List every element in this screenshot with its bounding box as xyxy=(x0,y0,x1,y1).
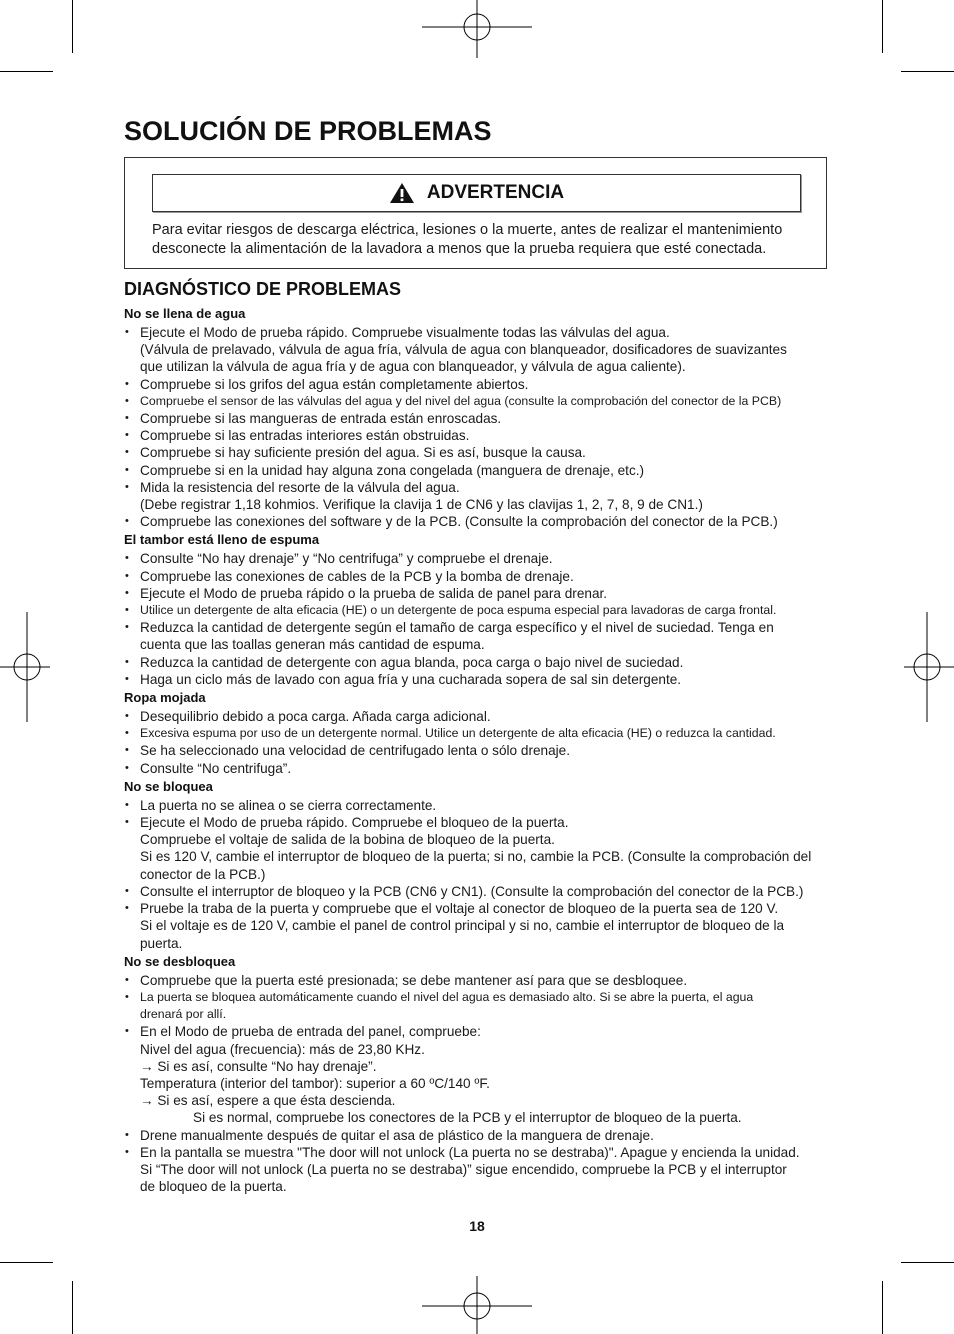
checklist-item xyxy=(124,479,834,513)
checklist-item xyxy=(124,900,834,952)
crop-mark xyxy=(882,0,883,53)
checklist-line: • Reduzca la cantidad de detergente según el tamaño de carga específico y el nivel de suciedad. Tenga en xyxy=(140,620,774,636)
checklist-line: Temperatura (interior del tambor): superior a 60 ºC/140 ºF. xyxy=(140,1075,490,1091)
checklist-item xyxy=(124,671,834,688)
checklist-item xyxy=(124,410,834,427)
checklist-line: • Se ha seleccionado una velocidad de centrifugado lenta o sólo drenaje. xyxy=(140,743,571,759)
section-title: DIAGNÓSTICO DE PROBLEMAS xyxy=(124,279,402,299)
problem-heading: Ropa mojada xyxy=(124,690,206,706)
checklist-item xyxy=(124,742,834,759)
warning-title: ADVERTENCIA xyxy=(426,182,565,203)
checklist-item xyxy=(124,1023,834,1126)
crop-mark xyxy=(901,1262,954,1263)
checklist-line: • Compruebe las conexiones del software y de la PCB. (Consulte la comprobación del conector de la PCB.) xyxy=(140,514,778,530)
problem-heading: No se llena de agua xyxy=(124,306,246,321)
checklist-line: Nivel del agua (frecuencia): más de 23,80 KHz. xyxy=(140,1041,425,1057)
checklist-line: Si es 120 V, cambie el interruptor de bloqueo de la puerta; si no, cambie la PCB. (Consulte la comprobación del xyxy=(140,849,812,865)
crop-mark xyxy=(0,71,53,72)
checklist-line: • En la pantalla se muestra "The door will not unlock (La puerta no se destraba)". Apague y encienda la unidad. xyxy=(140,1144,800,1160)
checklist-item xyxy=(124,760,834,777)
checklist-line: (Válvula de prelavado, válvula de agua fría, válvula de agua con blanqueador, dosificadores de suavizantes xyxy=(140,342,787,358)
crop-mark xyxy=(901,71,954,72)
checklist-item xyxy=(124,568,834,585)
checklist-item xyxy=(124,883,834,900)
crop-mark xyxy=(0,1262,53,1263)
checklist-item xyxy=(124,814,834,883)
checklist-line: • Compruebe si en la unidad hay alguna zona congelada (manguera de drenaje, etc.) xyxy=(140,462,645,478)
checklist-item xyxy=(124,989,834,1023)
checklist-item xyxy=(124,602,834,619)
checklist-line: de bloqueo de la puerta. xyxy=(140,1179,287,1195)
checklist-line: • Compruebe que la puerta esté presionada; se debe mantener así para que se desbloquee. xyxy=(140,972,688,988)
checklist-item xyxy=(124,972,834,989)
checklist-line: • Ejecute el Modo de prueba rápido o la prueba de salida de panel para drenar. xyxy=(140,585,608,601)
warning-line: Para evitar riesgos de descarga eléctrica, lesiones o la muerte, antes de realizar el mantenimiento xyxy=(152,222,783,238)
checklist-line: • Drene manualmente después de quitar el asa de plástico de la manguera de drenaje. xyxy=(140,1127,654,1143)
checklist-line: • Ejecute el Modo de prueba rápido. Compruebe el bloqueo de la puerta. xyxy=(140,815,569,831)
checklist-line: Si “The door will not unlock (La puerta no se destraba)” sigue encendido, compruebe la PCB y el interruptor xyxy=(140,1161,787,1177)
checklist-line: • Haga un ciclo más de lavado con agua fría y una cucharada sopera de sal sin detergente. xyxy=(140,671,682,687)
warning-line: desconecte la alimentación de la lavadora a menos que la prueba requiera que esté conectada. xyxy=(152,241,767,257)
checklist-item xyxy=(124,376,834,393)
checklist-line: conector de la PCB.) xyxy=(140,866,266,882)
problem-checklist xyxy=(124,550,834,688)
crop-mark xyxy=(882,1281,883,1334)
warning-box xyxy=(124,157,827,269)
warning-text xyxy=(152,221,812,259)
problem-checklist xyxy=(124,708,834,777)
checklist-item xyxy=(124,797,834,814)
problem-checklist xyxy=(124,324,834,530)
checklist-line: Si el voltaje es de 120 V, cambie el panel de control principal y si no, cambie el interruptor de bloqueo de la xyxy=(140,918,785,934)
page-number: 18 xyxy=(469,1218,485,1234)
crop-mark xyxy=(72,0,73,53)
checklist-line: • Desequilibrio debido a poca carga. Añada carga adicional. xyxy=(140,709,491,725)
checklist-line: Compruebe el voltaje de salida de la bobina de bloqueo de la puerta. xyxy=(140,832,555,848)
problem-heading: El tambor está lleno de espuma xyxy=(124,532,320,548)
problem-heading: No se desbloquea xyxy=(124,953,236,969)
checklist-item xyxy=(124,550,834,567)
checklist-line: • Compruebe el sensor de las válvulas del agua y del nivel del agua (consulte la comprobación del conector de la PCB) xyxy=(140,393,782,408)
checklist-line: • Mida la resistencia del resorte de la válvula del agua. xyxy=(140,479,460,495)
checklist-item xyxy=(124,393,834,410)
checklist-line: • Compruebe si los grifos del agua están completamente abiertos. xyxy=(140,376,529,392)
registration-mark-left xyxy=(0,612,50,722)
checklist-item xyxy=(124,427,834,444)
checklist-line: • Consulte el interruptor de bloqueo y la PCB (CN6 y CN1). (Consulte la comprobación del conector de la PCB.) xyxy=(140,883,804,899)
checklist-line: → Si es así, espere a que ésta descienda. xyxy=(140,1093,396,1109)
crop-mark xyxy=(72,1281,73,1334)
checklist-line: • Compruebe las conexiones de cables de la PCB y la bomba de drenaje. xyxy=(140,568,574,584)
checklist-line: • Pruebe la traba de la puerta y compruebe que el voltaje al conector de bloqueo de la puerta sea de 120 V. xyxy=(140,901,779,917)
checklist-line: • Reduzca la cantidad de detergente con agua blanda, poca carga o bajo nivel de suciedad. xyxy=(140,654,684,670)
checklist-line: Si es normal, compruebe los conectores de la PCB y el interruptor de bloqueo de la puerta. xyxy=(193,1110,742,1126)
page-title: SOLUCIÓN DE PROBLEMAS xyxy=(124,116,492,146)
checklist-line: • Utilice un detergente de alta eficacia (HE) o un detergente de poca espuma especial para lavadoras de carga frontal. xyxy=(140,603,777,618)
checklist-item xyxy=(124,654,834,671)
checklist-item xyxy=(124,708,834,725)
checklist-line: • Compruebe si hay suficiente presión del agua. Si es así, busque la causa. xyxy=(140,445,586,461)
registration-mark-right xyxy=(904,612,954,722)
checklist-line: • La puerta no se alinea o se cierra correctamente. xyxy=(140,797,437,813)
problem-checklist xyxy=(124,972,834,1196)
checklist-line: • Compruebe si las entradas interiores están obstruidas. xyxy=(140,428,470,444)
problem-heading: No se bloquea xyxy=(124,778,213,794)
checklist-item xyxy=(124,324,834,376)
troubleshooting-content xyxy=(124,304,834,1195)
checklist-item xyxy=(124,444,834,461)
registration-mark-bottom xyxy=(422,1276,532,1334)
checklist-line: • Consulte “No hay drenaje” y “No centrifuga” y compruebe el drenaje. xyxy=(140,551,553,567)
checklist-line: • La puerta se bloquea automáticamente cuando el nivel del agua es demasiado alto. Si se abre la puerta, el agua xyxy=(140,989,754,1004)
warning-triangle-icon xyxy=(389,182,415,204)
checklist-item xyxy=(124,462,834,479)
checklist-line: puerta. xyxy=(140,935,183,951)
checklist-line: • Excesiva espuma por uso de un detergente normal. Utilice un detergente de alta eficacia (HE) o reduzca la cantidad. xyxy=(140,726,776,741)
checklist-line: cuenta que las toallas generan más cantidad de espuma. xyxy=(140,637,485,653)
checklist-item xyxy=(124,585,834,602)
problem-checklist xyxy=(124,797,834,952)
checklist-item xyxy=(124,725,834,742)
checklist-item xyxy=(124,619,834,653)
checklist-line: • En el Modo de prueba de entrada del panel, compruebe: xyxy=(140,1024,481,1040)
warning-header xyxy=(152,174,801,212)
checklist-item xyxy=(124,1127,834,1144)
checklist-item xyxy=(124,513,834,530)
checklist-line: (Debe registrar 1,18 kohmios. Verifique la clavija 1 de CN6 y las clavijas 1, 2, 7, 8, 9 de CN1.) xyxy=(140,497,703,513)
checklist-item xyxy=(124,1144,834,1196)
registration-mark-top xyxy=(422,0,532,58)
checklist-line: → Si es así, consulte “No hay drenaje”. xyxy=(140,1058,377,1074)
checklist-line: • Consulte “No centrifuga”. xyxy=(140,760,292,776)
checklist-line: drenará por allí. xyxy=(140,1007,227,1022)
checklist-line: • Ejecute el Modo de prueba rápido. Compruebe visualmente todas las válvulas del agua. xyxy=(140,325,670,340)
checklist-line: que utilizan la válvula de agua fría y de agua con blanqueador, y válvula de agua caliente). xyxy=(140,359,686,375)
checklist-line: • Compruebe si las mangueras de entrada están enroscadas. xyxy=(140,411,502,427)
